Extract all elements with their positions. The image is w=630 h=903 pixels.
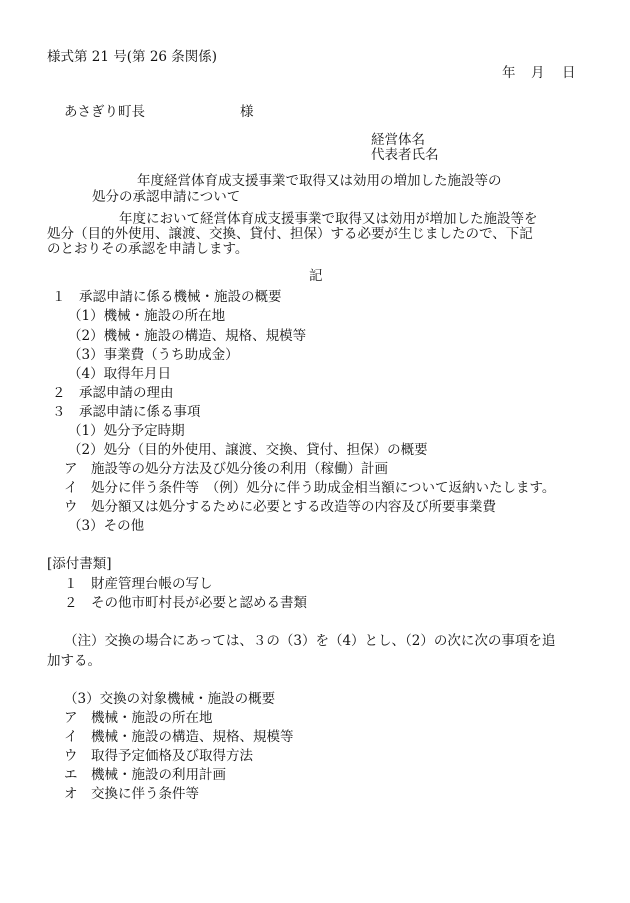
addressee-honorific: 様 bbox=[240, 104, 254, 120]
exchange-item-i: イ 機械・施設の構造、規格、規模等 bbox=[64, 729, 294, 745]
body-line-1: 年度において経営体育成支援事業で取得又は効用が増加した施設等を bbox=[119, 211, 538, 227]
form-number: 様式第 21 号(第 26 条関係) bbox=[47, 49, 218, 65]
section-3-sub-i: イ 処分に伴う条件等 （例）処分に伴う助成金相当額について返納いたします。 bbox=[64, 480, 556, 496]
section-1: １ 承認申請に係る機械・施設の概要 bbox=[52, 289, 282, 305]
date-day-label: 日 bbox=[562, 65, 576, 81]
applicant-representative-label: 代表者氏名 bbox=[371, 147, 439, 163]
section-3-item-3: （3）その他 bbox=[68, 518, 145, 534]
section-3-sub-u: ウ 処分額又は処分するために必要とする改造等の内容及び所要事業費 bbox=[64, 499, 496, 515]
section-3-item-2: （2）処分（目的外使用、譲渡、交換、貸付、担保）の概要 bbox=[68, 442, 428, 458]
section-1-item-4: （4）取得年月日 bbox=[68, 366, 172, 382]
date-month-label: 月 bbox=[531, 65, 545, 81]
title-line-2: 処分の承認申請について bbox=[92, 189, 241, 205]
exchange-item-o: オ 交換に伴う条件等 bbox=[64, 786, 199, 802]
note-line-2: 加する。 bbox=[47, 653, 101, 669]
body-line-3: のとおりその承認を申請します。 bbox=[47, 241, 249, 257]
date-year-label: 年 bbox=[502, 65, 516, 81]
applicant-entity-label: 経営体名 bbox=[371, 132, 425, 148]
exchange-heading: （3）交換の対象機械・施設の概要 bbox=[64, 691, 276, 707]
section-3-sub-a: ア 施設等の処分方法及び処分後の利用（稼働）計画 bbox=[64, 461, 388, 477]
section-1-item-1: （1）機械・施設の所在地 bbox=[68, 308, 226, 324]
addressee-name: あさぎり町長 bbox=[64, 104, 145, 120]
attachments-heading: [添付書類] bbox=[47, 556, 112, 572]
section-2: ２ 承認申請の理由 bbox=[52, 385, 174, 401]
title-line-1: 年度経営体育成支援事業で取得又は効用の増加した施設等の bbox=[137, 173, 502, 189]
exchange-item-e: エ 機械・施設の利用計画 bbox=[64, 767, 226, 783]
exchange-item-a: ア 機械・施設の所在地 bbox=[64, 710, 213, 726]
section-1-item-3: （3）事業費（うち助成金） bbox=[68, 347, 239, 363]
ki-heading: 記 bbox=[309, 268, 323, 284]
attachment-1: １ 財産管理台帳の写し bbox=[64, 576, 213, 592]
body-line-2: 処分（目的外使用、譲渡、交換、貸付、担保）する必要が生じましたので、下記 bbox=[47, 226, 533, 242]
section-3: ３ 承認申請に係る事項 bbox=[52, 404, 201, 420]
section-1-item-2: （2）機械・施設の構造、規格、規模等 bbox=[68, 328, 307, 344]
section-3-item-1: （1）処分予定時期 bbox=[68, 423, 185, 439]
attachment-2: ２ その他市町村長が必要と認める書類 bbox=[64, 595, 307, 611]
exchange-item-u: ウ 取得予定価格及び取得方法 bbox=[64, 748, 253, 764]
note-line-1: （注）交換の場合にあっては、３の（3）を（4）とし、（2）の次に次の事項を追 bbox=[64, 633, 556, 649]
